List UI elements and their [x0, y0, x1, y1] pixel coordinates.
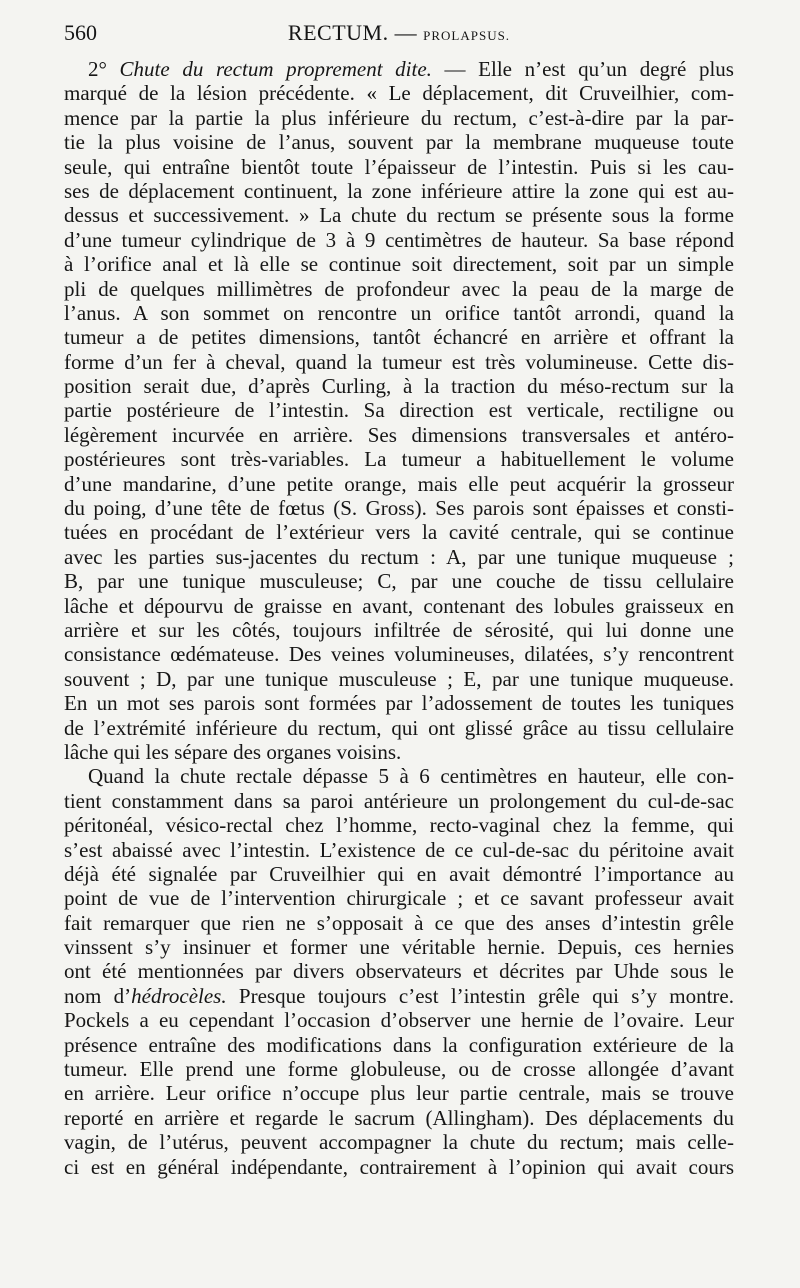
text-line [64, 1106, 734, 1130]
text-segment: fait remarquer que rien ne s’opposait à ce que des anses d’intestin grêle [64, 910, 734, 935]
text-segment: présence entraîne des modifications dans la configuration extérieure de la [64, 1032, 734, 1057]
text-line [64, 838, 734, 862]
text-line [64, 520, 734, 544]
text-line [64, 228, 734, 252]
text-segment: dessus et successivement. » La chute du rectum se présente sous la forme [64, 203, 734, 228]
text-segment: Quand la chute rectale dépasse 5 à 6 centimètres en hauteur, elle con- [88, 764, 734, 789]
text-segment: nom d’ [64, 983, 132, 1008]
text-segment: vagin, de l’utérus, peuvent accompagner la chute du rectum; mais celle- [64, 1130, 734, 1155]
text-segment: En un mot ses parois sont formées par l’adossement de toutes les tuniques [64, 691, 734, 716]
text-line [64, 203, 734, 227]
text-segment: reporté en arrière et regarde le sacrum (Allingham). Des déplacements du [64, 1105, 734, 1130]
text-segment: marqué de la lésion précédente. « Le déplacement, dit Cruveilhier, com- [64, 81, 734, 106]
text-segment: pli de quelques millimètres de profondeur avec la peau de la marge de [64, 276, 734, 301]
text-segment: tuées en procédant de l’extérieur vers la cavité centrale, qui se continue [64, 520, 734, 545]
text-line [64, 862, 734, 886]
text-line [64, 545, 734, 569]
text-segment: arrière et sur les côtés, toujours infiltrée de sérosité, qui lui donne une [64, 617, 734, 642]
text-segment: Pockels a eu cependant l’occasion d’observer une hernie de l’ovaire. Leur [64, 1008, 734, 1033]
text-segment: légèrement incurvée en arrière. Ses dimensions transversales et antéro- [64, 422, 734, 447]
text-line [64, 81, 734, 105]
text-line [64, 716, 734, 740]
text-line [64, 155, 734, 179]
text-line [64, 130, 734, 154]
text-line [64, 667, 734, 691]
text-line [64, 813, 734, 837]
text-segment: avec les parties sus-jacentes du rectum : A, par une tunique muqueuse ; [64, 544, 734, 569]
text-segment: position serait due, d’après Curling, à la traction du méso-rectum sur la [64, 374, 734, 399]
text-line [64, 959, 734, 983]
body-text [64, 57, 734, 1179]
text-segment: B, par une tunique musculeuse; C, par une couche de tissu cellulaire [64, 569, 734, 594]
text-line [64, 984, 734, 1008]
text-segment: forme d’un fer à cheval, quand la tumeur est très volumineuse. Cette dis- [64, 349, 734, 374]
text-line [64, 886, 734, 910]
running-title-sub: PROLAPSUS. [423, 28, 511, 43]
text-line [64, 1155, 734, 1179]
text-segment: souvent ; D, par une tunique musculeuse ; E, par une tunique muqueuse. [64, 666, 734, 691]
text-segment: 2° [88, 57, 120, 81]
text-line [64, 618, 734, 642]
text-segment: lâche qui les sépare des organes voisins. [64, 739, 402, 764]
text-line [64, 1057, 734, 1081]
text-line [64, 398, 734, 422]
text-line [64, 374, 734, 398]
text-segment: s’est abaissé avec l’intestin. L’existence de ce cul-de-sac du péritoine avait [64, 837, 734, 862]
text-segment: mence par la partie la plus inférieure du rectum, c’est-à-dire par la par- [64, 105, 734, 130]
text-line [64, 594, 734, 618]
text-segment: tumeur. Elle prend une forme globuleuse, ou de crosse allongée d’avant [64, 1057, 734, 1082]
text-segment: d’une mandarine, d’une petite orange, mais elle peut acquérir la grosseur [64, 471, 734, 496]
text-segment: point de vue de l’intervention chirurgicale ; et ce savant professeur avait [64, 886, 734, 911]
text-segment: consistance œdémateuse. Des veines volumineuses, dilatées, s’y rencontrent [64, 642, 734, 667]
text-segment: ont été mentionnées par divers observateurs et décrites par Uhde sous le [64, 959, 734, 984]
text-line [64, 301, 734, 325]
text-segment: à l’orifice anal et là elle se continue soit directement, soit par un simple [64, 252, 734, 277]
text-segment: péritonéal, vésico-rectal chez l’homme, recto-vaginal chez la femme, qui [64, 813, 734, 838]
text-line [64, 350, 734, 374]
text-line [64, 447, 734, 471]
running-title-main: RECTUM. — [287, 20, 418, 45]
text-line [64, 179, 734, 203]
text-line [64, 764, 734, 788]
text-line [64, 935, 734, 959]
text-segment: vinssent s’y insinuer et former une véritable hernie. Depuis, ces hernies [64, 935, 734, 960]
text-line [64, 472, 734, 496]
text-segment: l’anus. A son sommet on rencontre un orifice tantôt arrondi, quand la [64, 300, 734, 325]
text-segment: en arrière. Leur orifice n’occupe plus leur partie centrale, mais se trouve [64, 1081, 734, 1106]
text-line [64, 252, 734, 276]
text-segment: lâche et dépourvu de graisse en avant, contenant des lobules graisseux en [64, 593, 734, 618]
italic-text: Chute du rectum proprement dite. [119, 57, 432, 81]
page-header [64, 18, 734, 50]
text-segment: tient constamment dans sa paroi antérieure un prolongement du cul-de-sac [64, 788, 734, 813]
text-line [64, 106, 734, 130]
text-segment: du poing, d’une tête de fœtus (S. Gross). Ses parois sont épaisses et consti- [64, 496, 734, 521]
text-line [64, 911, 734, 935]
page-number: 560 [64, 20, 97, 45]
text-segment: partie postérieure de l’intestin. Sa direction est verticale, rectiligne ou [64, 398, 734, 423]
text-line [64, 1081, 734, 1105]
text-segment: Presque toujours c’est l’intestin grêle qui s’y montre. [226, 983, 734, 1008]
text-segment: tie la plus voisine de l’anus, souvent par la membrane muqueuse toute [64, 130, 734, 155]
text-line [64, 1008, 734, 1032]
italic-text: hédrocèles. [131, 983, 227, 1008]
text-line [64, 740, 734, 764]
text-line [64, 789, 734, 813]
text-line [64, 691, 734, 715]
text-segment: de l’extrémité inférieure du rectum, qui ont glissé grâce au tissu cellulaire [64, 715, 734, 740]
text-line [64, 277, 734, 301]
text-line [64, 57, 734, 81]
text-segment: déjà été signalée par Cruveilhier qui en avait démontré l’importance au [64, 861, 734, 886]
text-segment: tumeur a de petites dimensions, tantôt échancré en arrière et offrant la [64, 325, 734, 350]
text-segment: ses de déplacement continuent, la zone inférieure attire la zone qui est au- [64, 178, 734, 203]
running-title [64, 20, 734, 46]
text-line [64, 1033, 734, 1057]
text-segment: postérieures sont très-variables. La tumeur a habituellement le volume [64, 447, 734, 472]
text-line [64, 569, 734, 593]
text-line [64, 423, 734, 447]
text-segment: d’une tumeur cylindrique de 3 à 9 centimètres de hauteur. Sa base répond [64, 227, 734, 252]
text-line [64, 642, 734, 666]
text-segment: seule, qui entraîne bientôt toute l’épaisseur de l’intestin. Puis si les cau- [64, 154, 734, 179]
text-line [64, 325, 734, 349]
text-segment: — Elle n’est qu’un degré plus [431, 57, 734, 81]
text-line [64, 1130, 734, 1154]
text-segment: ci est en général indépendante, contrairement à l’opinion qui avait cours [64, 1154, 734, 1179]
text-line [64, 496, 734, 520]
